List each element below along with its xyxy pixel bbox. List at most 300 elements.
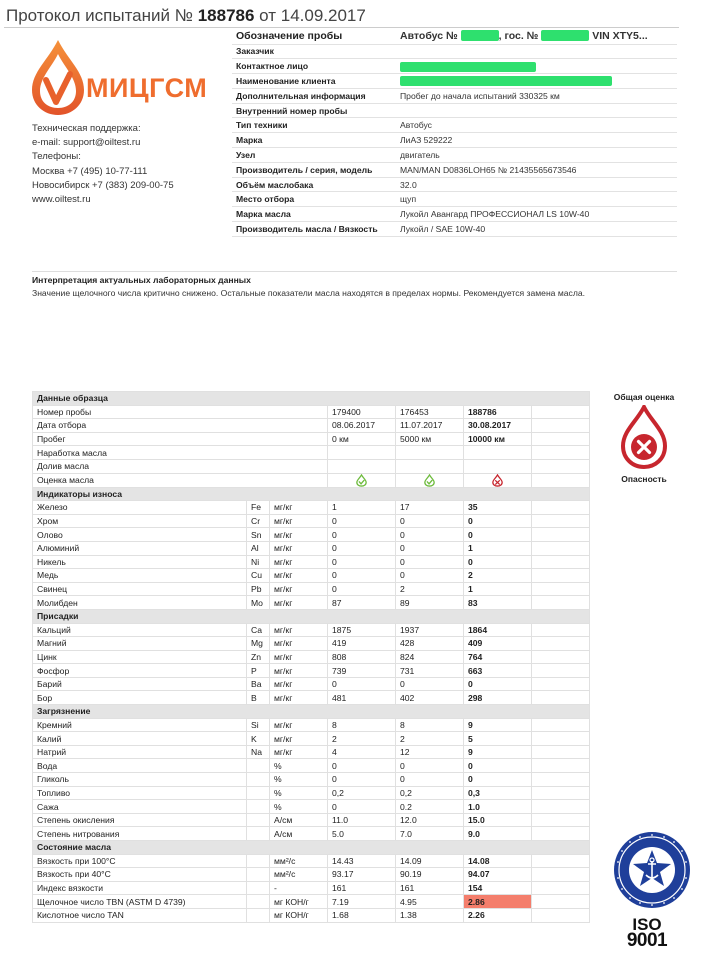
cell-element — [247, 759, 270, 773]
cell-unit: А/см — [270, 827, 328, 841]
cell-element: K — [247, 732, 270, 746]
cell-spacer — [532, 514, 590, 528]
cell-element: Mo — [247, 596, 270, 610]
cell-value-2: 2 — [396, 582, 464, 596]
cell-name: Щелочное число TBN (ASTM D 4739) — [33, 895, 247, 909]
cell-value-1: 0 — [328, 582, 396, 596]
cell-value-2: 0,2 — [396, 786, 464, 800]
info-row-place — [232, 192, 677, 207]
cell-value-3: 2 — [464, 569, 532, 583]
info-label: Внутренний номер пробы — [232, 103, 396, 118]
cell-element: Al — [247, 541, 270, 555]
cell-value-3: 0 — [464, 528, 532, 542]
table-row — [33, 623, 590, 637]
table-row: Наработка масла — [33, 446, 590, 460]
cell-value-1: 93.17 — [328, 868, 396, 882]
cell-unit: мг/кг — [270, 501, 328, 515]
info-label: Производитель / серия, модель — [232, 162, 396, 177]
cell-spacer — [532, 501, 590, 515]
cell-value-2: 12.0 — [396, 813, 464, 827]
cell-unit: мг/кг — [270, 650, 328, 664]
cell-unit: мг/кг — [270, 541, 328, 555]
cell-unit: мг/кг — [270, 623, 328, 637]
cell-unit: мг/кг — [270, 555, 328, 569]
cell-spacer — [532, 854, 590, 868]
cell-spacer — [532, 677, 590, 691]
cell-spacer — [532, 718, 590, 732]
cell-element: B — [247, 691, 270, 705]
info-row-unit — [232, 148, 677, 163]
table-row — [33, 555, 590, 569]
info-row-internal — [232, 103, 677, 118]
table-row — [33, 732, 590, 746]
cell-value-2: 0 — [396, 677, 464, 691]
cell-name: Топливо — [33, 786, 247, 800]
cell-name: Хром — [33, 514, 247, 528]
cell-spacer — [532, 881, 590, 895]
cell-unit: мм²/с — [270, 854, 328, 868]
cell-value-3: 83 — [464, 596, 532, 610]
cell-spacer — [532, 528, 590, 542]
table-row — [33, 813, 590, 827]
support-email[interactable]: e-mail: support@oiltest.ru — [32, 137, 141, 149]
table-row — [33, 786, 590, 800]
table-row — [33, 800, 590, 814]
cell-unit: мг/кг — [270, 528, 328, 542]
cell-value-1: 8 — [328, 718, 396, 732]
cell-value-1: 419 — [328, 637, 396, 651]
table-row — [33, 664, 590, 678]
cell-name: Бор — [33, 691, 247, 705]
info-row-manufacturer — [232, 162, 677, 177]
info-row-extra — [232, 88, 677, 103]
cell-unit: - — [270, 881, 328, 895]
info-label: Место отбора — [232, 192, 396, 207]
info-value: MAN/MAN D0836LOH65 № 21435565673546 — [396, 162, 677, 177]
table-row — [33, 827, 590, 841]
cell-value-2: 731 — [396, 664, 464, 678]
info-label: Марка — [232, 133, 396, 148]
cell-value-2: 161 — [396, 881, 464, 895]
redaction-mask — [400, 76, 612, 86]
cell-name: Алюминий — [33, 541, 247, 555]
cell-value-3: 35 — [464, 501, 532, 515]
table-row — [33, 541, 590, 555]
overall-rating-heading: Общая оценка — [613, 392, 675, 402]
redaction-mask — [400, 62, 536, 72]
cell-unit: мг/кг — [270, 637, 328, 651]
cell-value-1: 11.0 — [328, 813, 396, 827]
cell-value-2: 0 — [396, 528, 464, 542]
cell-element: Fe — [247, 501, 270, 515]
cell-element — [247, 827, 270, 841]
cell-name: Кальций — [33, 623, 247, 637]
cell-value-3: 1 — [464, 582, 532, 596]
table-row — [33, 691, 590, 705]
cell-name: Олово — [33, 528, 247, 542]
cell-value-3: 1 — [464, 541, 532, 555]
cell-name: Фосфор — [33, 664, 247, 678]
cell-spacer — [532, 541, 590, 555]
danger-drop-icon — [620, 405, 668, 469]
cell-value-1: 161 — [328, 881, 396, 895]
cell-value-2: 824 — [396, 650, 464, 664]
cell-unit: мг КОН/г — [270, 908, 328, 922]
table-row — [33, 745, 590, 759]
cell-spacer — [532, 637, 590, 651]
info-value: Лукойл / SAE 10W-40 — [396, 222, 677, 237]
cell-value-3: 0 — [464, 759, 532, 773]
cell-spacer — [532, 813, 590, 827]
cell-value-1: 481 — [328, 691, 396, 705]
info-row-contact — [232, 59, 677, 74]
cell-spacer — [532, 868, 590, 882]
info-row-brand — [232, 133, 677, 148]
cell-element — [247, 895, 270, 909]
cell-name: Гликоль — [33, 773, 247, 787]
cell-name: Натрий — [33, 745, 247, 759]
cell-value-3: 9 — [464, 718, 532, 732]
table-row — [33, 677, 590, 691]
cell-value-2: 89 — [396, 596, 464, 610]
overall-rating-status: Опасность — [621, 474, 667, 484]
table-row: Пробег 0 км 5000 км 10000 км — [33, 432, 590, 446]
table-row — [33, 718, 590, 732]
support-website[interactable]: www.oiltest.ru — [32, 194, 91, 206]
cell-value-2: 0 — [396, 541, 464, 555]
table-row — [33, 596, 590, 610]
cell-value-1: 7.19 — [328, 895, 396, 909]
cell-unit: мг/кг — [270, 677, 328, 691]
cell-unit: А/см — [270, 813, 328, 827]
cell-value-1: 0 — [328, 677, 396, 691]
cell-unit: мг/кг — [270, 732, 328, 746]
cell-value-1: 14.43 — [328, 854, 396, 868]
cell-spacer — [532, 623, 590, 637]
table-row — [33, 582, 590, 596]
cell-value-1: 4 — [328, 745, 396, 759]
cell-name: Медь — [33, 569, 247, 583]
table-row — [33, 759, 590, 773]
cell-name: Никель — [33, 555, 247, 569]
cell-value-1: 0 — [328, 800, 396, 814]
support-phones-label: Телефоны: — [32, 151, 81, 163]
cell-name: Сажа — [33, 800, 247, 814]
cell-value-2: 0 — [396, 514, 464, 528]
cell-spacer — [532, 691, 590, 705]
cell-element: Mg — [247, 637, 270, 651]
info-label: Наименование клиента — [232, 74, 396, 89]
section-header: Присадки — [33, 609, 590, 623]
cell-value-2: 12 — [396, 745, 464, 759]
info-value: Пробег до начала испытаний 330325 км — [396, 88, 677, 103]
cell-spacer — [532, 650, 590, 664]
info-row-volume — [232, 177, 677, 192]
cell-name: Калий — [33, 732, 247, 746]
cell-element: Cu — [247, 569, 270, 583]
cell-spacer — [532, 569, 590, 583]
cell-unit: мг/кг — [270, 664, 328, 678]
table-row — [33, 569, 590, 583]
cell-value-3: 0 — [464, 555, 532, 569]
interpretation-divider — [32, 271, 677, 272]
cell-value-3: 409 — [464, 637, 532, 651]
info-label: Марка масла — [232, 207, 396, 222]
info-value: 32.0 — [396, 177, 677, 192]
info-value: двигатель — [396, 148, 677, 163]
cell-unit: мг/кг — [270, 596, 328, 610]
cell-spacer — [532, 555, 590, 569]
results-table — [32, 391, 590, 923]
table-row — [33, 908, 590, 922]
cell-spacer — [532, 786, 590, 800]
oil-danger-icon — [491, 474, 504, 487]
cell-value-2: 0 — [396, 773, 464, 787]
info-label: Контактное лицо — [232, 59, 396, 74]
cell-value-2: 90.19 — [396, 868, 464, 882]
cell-value-3: 15.0 — [464, 813, 532, 827]
cell-element — [247, 813, 270, 827]
cell-value-3: 0,3 — [464, 786, 532, 800]
cell-value-2: 0 — [396, 569, 464, 583]
cell-name: Кремний — [33, 718, 247, 732]
cell-spacer — [532, 582, 590, 596]
cell-value-1: 0 — [328, 528, 396, 542]
cell-spacer — [532, 827, 590, 841]
cell-value-2: 17 — [396, 501, 464, 515]
cell-name: Кислотное число TAN — [33, 908, 247, 922]
cell-value-2: 0 — [396, 555, 464, 569]
cell-name: Вязкость при 100°C — [33, 854, 247, 868]
support-block — [32, 122, 174, 207]
protocol-title: Протокол испытаний № 188786 от 14.09.2017 — [6, 6, 366, 25]
cell-value-3: 764 — [464, 650, 532, 664]
section-header: Загрязнение — [33, 705, 590, 719]
cell-value-3: 298 — [464, 691, 532, 705]
cell-value-1: 1875 — [328, 623, 396, 637]
cell-element: Zn — [247, 650, 270, 664]
cell-name: Вода — [33, 759, 247, 773]
cell-spacer — [532, 596, 590, 610]
protocol-number: 188786 — [197, 6, 255, 25]
cell-value-1: 2 — [328, 732, 396, 746]
support-phone-moscow: Москва +7 (495) 10-77-111 — [32, 165, 148, 177]
cell-value-1: 0 — [328, 773, 396, 787]
cell-unit: мм²/с — [270, 868, 328, 882]
cell-unit: % — [270, 786, 328, 800]
cell-value-3: 94.07 — [464, 868, 532, 882]
table-row: Номер пробы 179400 176453 188786 — [33, 405, 590, 419]
table-row — [33, 637, 590, 651]
cell-element: Ni — [247, 555, 270, 569]
cell-value-2: 402 — [396, 691, 464, 705]
cell-spacer — [532, 664, 590, 678]
info-row-client — [232, 74, 677, 89]
section-header: Данные образца — [33, 392, 590, 406]
cell-unit: мг/кг — [270, 718, 328, 732]
cell-value-3: 154 — [464, 881, 532, 895]
cell-value-2: 2 — [396, 732, 464, 746]
cell-value-1: 0,2 — [328, 786, 396, 800]
cell-name: Цинк — [33, 650, 247, 664]
cell-name: Барий — [33, 677, 247, 691]
cell-spacer — [532, 745, 590, 759]
cell-element: P — [247, 664, 270, 678]
cell-element — [247, 773, 270, 787]
table-row — [33, 650, 590, 664]
cell-name: Молибден — [33, 596, 247, 610]
info-label: Обозначение пробы — [232, 28, 396, 44]
info-value: Лукойл Авангард ПРОФЕССИОНАЛ LS 10W-40 — [396, 207, 677, 222]
cell-element: Pb — [247, 582, 270, 596]
redaction-mask — [541, 30, 589, 41]
cell-element: Si — [247, 718, 270, 732]
table-row — [33, 501, 590, 515]
info-value: ЛиАЗ 529222 — [396, 133, 677, 148]
info-row-oil — [232, 207, 677, 222]
info-label: Тип техники — [232, 118, 396, 133]
table-row — [33, 881, 590, 895]
cell-value-1: 5.0 — [328, 827, 396, 841]
info-label: Дополнительная информация — [232, 88, 396, 103]
redaction-mask — [461, 30, 499, 41]
oil-normal-icon — [423, 474, 436, 487]
cell-value-2: 8 — [396, 718, 464, 732]
info-label: Узел — [232, 148, 396, 163]
cell-value-2: 4.95 — [396, 895, 464, 909]
info-row-type — [232, 118, 677, 133]
cell-element — [247, 908, 270, 922]
cell-value-3: 0 — [464, 514, 532, 528]
info-label: Заказчик — [232, 44, 396, 59]
info-row-oil-manufacturer — [232, 222, 677, 237]
section-header: Состояние масла — [33, 841, 590, 855]
cell-spacer — [532, 773, 590, 787]
table-row — [33, 895, 590, 909]
cell-element: Cr — [247, 514, 270, 528]
cell-value-1: 87 — [328, 596, 396, 610]
cell-name: Вязкость при 40°C — [33, 868, 247, 882]
cell-value-3: 9.0 — [464, 827, 532, 841]
interpretation-heading: Интерпретация актуальных лабораторных данных — [32, 275, 251, 285]
table-row: Дата отбора 08.06.2017 11.07.2017 30.08.2017 — [33, 419, 590, 433]
cell-unit: % — [270, 759, 328, 773]
cell-value-1: 0 — [328, 514, 396, 528]
cell-value-2: 1937 — [396, 623, 464, 637]
oil-normal-icon — [355, 474, 368, 487]
cell-value-1: 0 — [328, 541, 396, 555]
cell-unit: мг/кг — [270, 582, 328, 596]
cell-value-1: 808 — [328, 650, 396, 664]
cell-name: Свинец — [33, 582, 247, 596]
support-phone-novosibirsk: Новосибирск +7 (383) 209-00-75 — [32, 179, 174, 191]
cell-spacer — [532, 759, 590, 773]
table-row — [33, 868, 590, 882]
cell-element: Ca — [247, 623, 270, 637]
cell-element — [247, 786, 270, 800]
table-row — [33, 528, 590, 542]
cell-value-3: 5 — [464, 732, 532, 746]
cell-value-2: 7.0 — [396, 827, 464, 841]
cell-name: Магний — [33, 637, 247, 651]
cell-value-2: 14.09 — [396, 854, 464, 868]
table-row — [33, 854, 590, 868]
cell-value-1: 0 — [328, 555, 396, 569]
cell-value-3: 9 — [464, 745, 532, 759]
support-heading: Техническая поддержка: — [32, 123, 141, 134]
cell-value-1: 0 — [328, 759, 396, 773]
cell-value-1: 1.68 — [328, 908, 396, 922]
cell-value-2: 428 — [396, 637, 464, 651]
table-row: Долив масла — [33, 459, 590, 473]
cell-element: Na — [247, 745, 270, 759]
info-label: Объём маслобака — [232, 177, 396, 192]
cell-name: Степень окисления — [33, 813, 247, 827]
cell-name: Степень нитрования — [33, 827, 247, 841]
cell-element — [247, 800, 270, 814]
cell-element: Ba — [247, 677, 270, 691]
info-row-designation — [232, 28, 677, 44]
cell-value-2: 1.38 — [396, 908, 464, 922]
cell-unit: % — [270, 800, 328, 814]
cell-element — [247, 868, 270, 882]
cell-element: Sn — [247, 528, 270, 542]
cell-element — [247, 854, 270, 868]
cell-value-3: 2.26 — [464, 908, 532, 922]
table-row — [33, 514, 590, 528]
cell-unit: мг КОН/г — [270, 895, 328, 909]
table-row — [33, 773, 590, 787]
info-row-customer — [232, 44, 677, 59]
cell-value-1: 1 — [328, 501, 396, 515]
cell-unit: мг/кг — [270, 569, 328, 583]
cell-unit: мг/кг — [270, 745, 328, 759]
table-row: Оценка масла — [33, 473, 590, 487]
sample-info-table — [232, 28, 677, 237]
cell-unit: мг/кг — [270, 691, 328, 705]
cell-value-3: 0 — [464, 677, 532, 691]
cell-value-2: 0 — [396, 759, 464, 773]
cell-unit: % — [270, 773, 328, 787]
cell-name: Железо — [33, 501, 247, 515]
cell-unit: мг/кг — [270, 514, 328, 528]
cell-value-2: 0.2 — [396, 800, 464, 814]
info-value: Автобус — [396, 118, 677, 133]
info-value-designation: Автобус № , гос. № VIN XTY5... — [396, 28, 677, 44]
cell-name: Индекс вязкости — [33, 881, 247, 895]
cell-spacer — [532, 895, 590, 909]
info-value: щуп — [396, 192, 677, 207]
cell-value-1: 0 — [328, 569, 396, 583]
section-header: Индикаторы износа — [33, 487, 590, 501]
cell-value-3: 0 — [464, 773, 532, 787]
cell-value-3: 1864 — [464, 623, 532, 637]
certification-seal-icon — [612, 830, 692, 910]
cell-spacer — [532, 732, 590, 746]
cell-element — [247, 881, 270, 895]
info-label: Производитель масла / Вязкость — [232, 222, 396, 237]
interpretation-text: Значение щелочного числа критично снижено. Остальные показатели масла находятся в пределах нормы. Рекомендуется замена масла. — [32, 288, 586, 298]
cell-value-3: 2.86 — [464, 895, 532, 909]
cell-value-3: 1.0 — [464, 800, 532, 814]
cell-spacer — [532, 908, 590, 922]
cell-value-1: 739 — [328, 664, 396, 678]
brand-name: МИЦГСМ — [86, 73, 208, 103]
cell-value-3: 14.08 — [464, 854, 532, 868]
cell-spacer — [532, 800, 590, 814]
cell-value-3: 663 — [464, 664, 532, 678]
iso-9001-mark: ISO 9001 — [626, 915, 668, 951]
